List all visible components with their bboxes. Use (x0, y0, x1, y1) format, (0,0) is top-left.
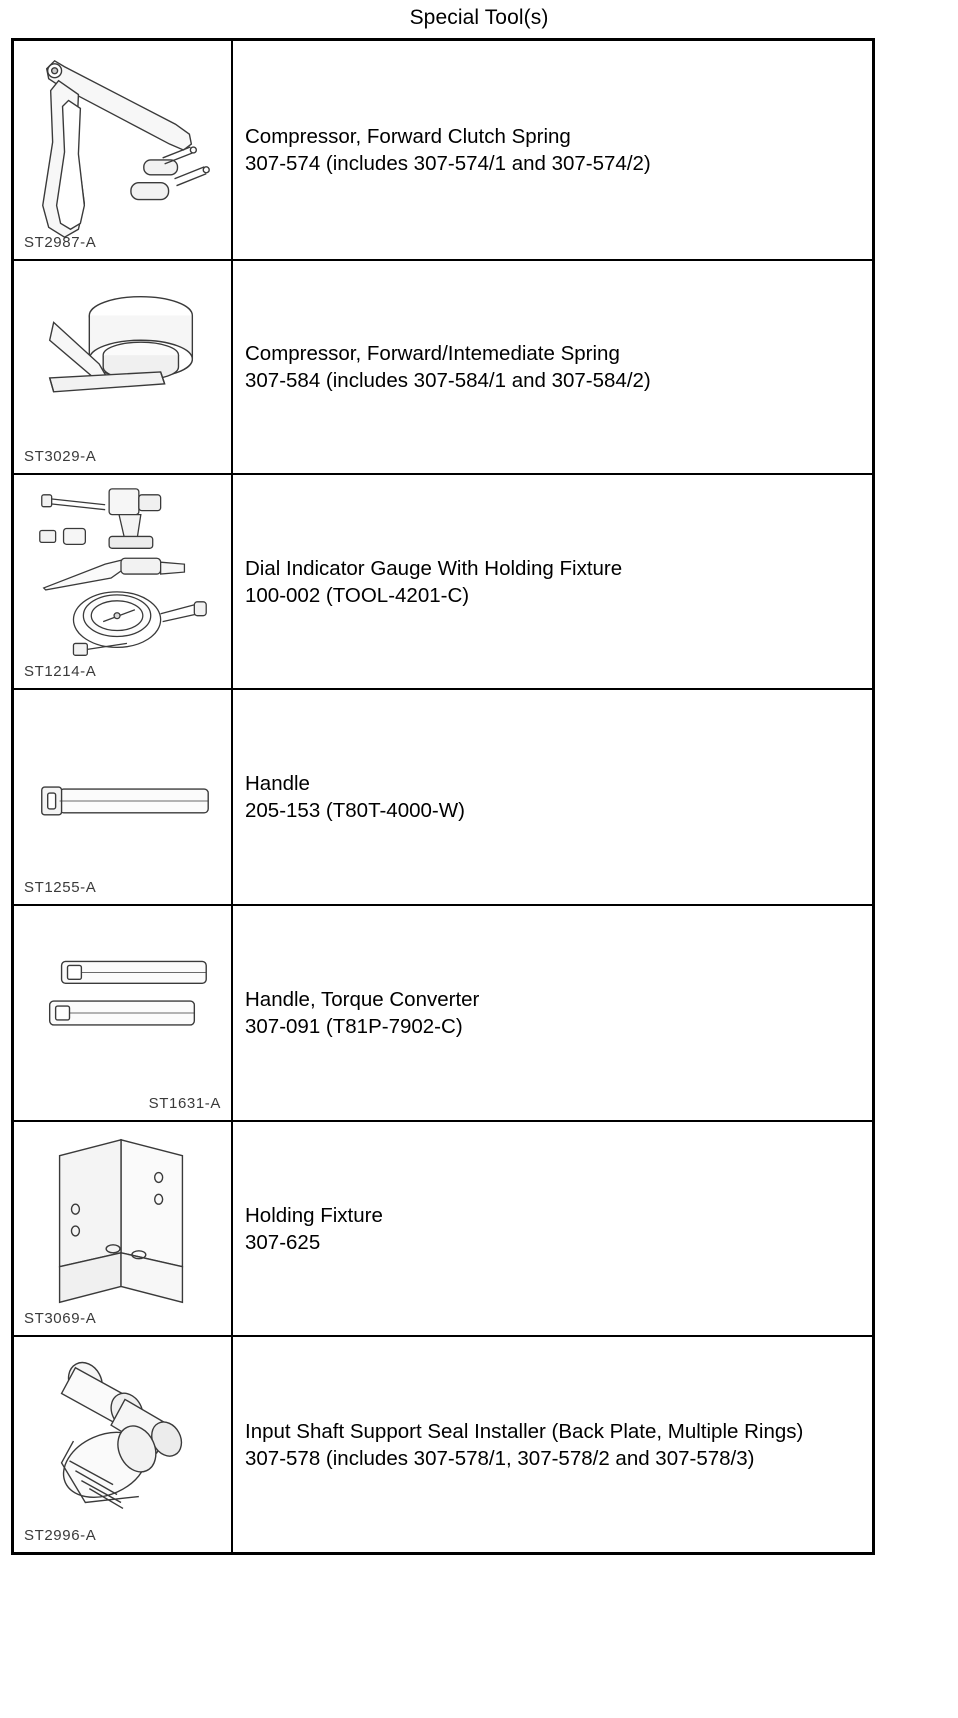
table-row (14, 41, 872, 261)
tool-illustration-cell (14, 475, 233, 688)
table-row (14, 475, 872, 690)
tool-description-cell (233, 906, 872, 1120)
tool-name: Input Shaft Support Seal Installer (Back Plate, Multiple Rings) (245, 1419, 804, 1443)
tool-description-cell (233, 261, 872, 473)
tool-part-number: 307-625 (245, 1230, 321, 1254)
tool-description-cell (233, 41, 872, 259)
table-row (14, 1122, 872, 1337)
band-compressor-tool-icon (14, 261, 231, 473)
table-row (14, 1337, 872, 1552)
tool-name: Holding Fixture (245, 1203, 383, 1227)
tool-description-cell (233, 1122, 872, 1335)
tool-illustration-cell (14, 261, 233, 473)
tool-illustration-cell (14, 41, 233, 259)
table-row (14, 906, 872, 1122)
illustration-code: ST3029-A (24, 448, 97, 465)
illustration-code: ST2987-A (24, 234, 97, 251)
tool-illustration-cell (14, 1122, 233, 1335)
illustration-code: ST3069-A (24, 1310, 97, 1327)
page-title: Special Tool(s) (409, 6, 549, 29)
tool-part-number: 100-002 (TOOL-4201-C) (245, 583, 470, 607)
illustration-code: ST1255-A (24, 879, 97, 896)
torque-converter-handle-icon (14, 906, 231, 1120)
tool-part-number: 205-153 (T80T-4000-W) (245, 799, 465, 822)
illustration-code: ST2996-A (24, 1527, 97, 1544)
table-row (14, 690, 872, 906)
handle-tool-icon (14, 690, 231, 904)
tool-part-number: 307-578 (includes 307-578/1, 307-578/2 and 307-578/3) (245, 1446, 755, 1470)
illustration-code: ST1214-A (24, 663, 97, 680)
table-row (14, 261, 872, 475)
seal-installer-icon (14, 1337, 231, 1552)
tool-name: Dial Indicator Gauge With Holding Fixture (245, 556, 623, 580)
tool-illustration-cell (14, 906, 233, 1120)
tool-description-cell (233, 475, 872, 688)
tool-description-cell (233, 690, 872, 904)
tool-name: Compressor, Forward Clutch Spring (245, 125, 571, 148)
tool-name: Compressor, Forward/Intemediate Spring (245, 342, 620, 365)
tool-description-cell (233, 1337, 872, 1552)
dial-indicator-gauge-icon (14, 475, 231, 688)
holding-fixture-bracket-icon (14, 1122, 231, 1335)
tool-name: Handle, Torque Converter (245, 988, 480, 1011)
spring-compressor-tool-icon (14, 41, 231, 259)
tool-name: Handle (245, 772, 310, 795)
tool-illustration-cell (14, 690, 233, 904)
illustration-code: ST1631-A (148, 1095, 221, 1112)
tool-part-number: 307-574 (includes 307-574/1 and 307-574/2) (245, 152, 651, 175)
tool-part-number: 307-584 (includes 307-584/1 and 307-584/2) (245, 369, 651, 392)
special-tools-table (11, 38, 875, 1555)
tool-part-number: 307-091 (T81P-7902-C) (245, 1015, 463, 1038)
tool-illustration-cell (14, 1337, 233, 1552)
